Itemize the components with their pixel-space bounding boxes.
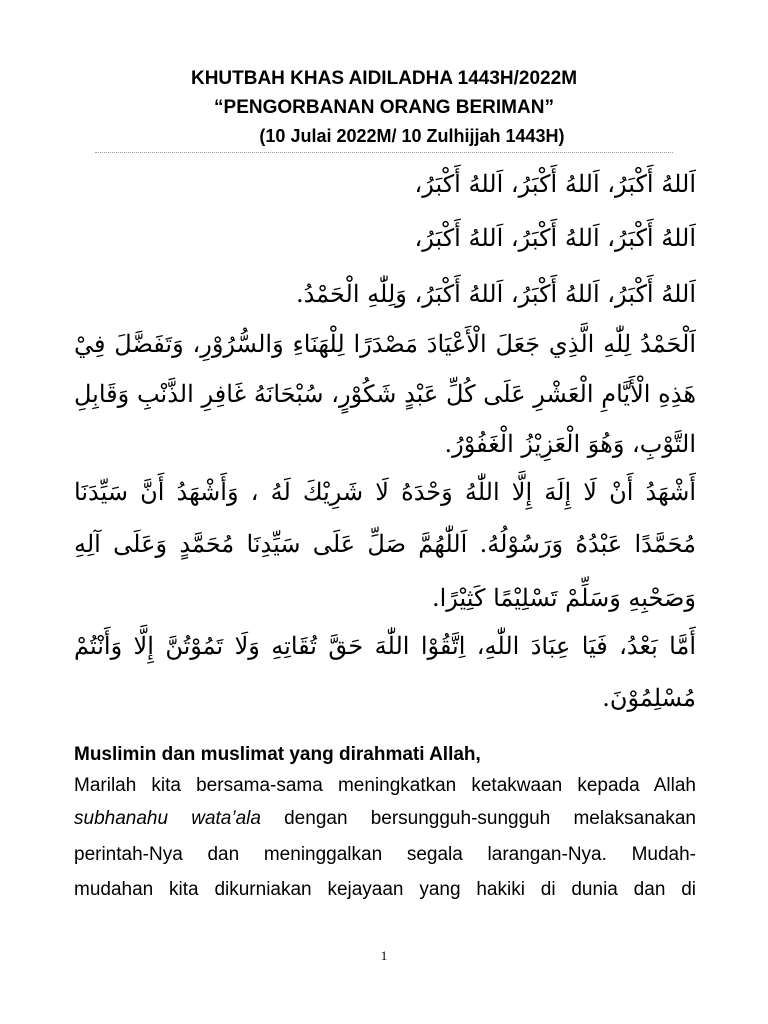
header-divider [95, 152, 673, 153]
arabic-line-11: مُسْلِمُوْنَ. [602, 684, 696, 712]
italic-phrase: subhanahu wata’ala [74, 808, 261, 829]
khutbah-subtitle: “PENGORBANAN ORANG BERIMAN” [214, 97, 554, 118]
arabic-line-7: أَشْهَدُ أَنْ لَا إِلَهَ إِلَّا اللّٰهُ وَحْدَهُ لَا شَرِيْكَ لَهُ ، وَأَشْهَدُ أَنَّ سَيِّدَنَا [74, 478, 696, 506]
arabic-line-10: أَمَّا بَعْدُ، فَيَا عِبَادَ اللّٰهِ، اِتَّقُوْا اللّٰهَ حَقَّ تُقَاتِهِ وَلَا تَمُوْتُنَّ إِلَّا وَأَنْتُمْ [74, 632, 696, 660]
khutbah-title: KHUTBAH KHAS AIDILADHA 1443H/2022M [190, 68, 578, 89]
paragraph-line-2-rest: dengan bersungguh-sungguh melaksanakan [260, 808, 696, 829]
arabic-line-2: اَللهُ أَكْبَرُ، اَللهُ أَكْبَرُ، اَللهُ أَكْبَرُ، [414, 224, 696, 252]
arabic-line-5: هَذِهِ الْأَيَّامِ الْعَشْرِ عَلَى كُلِّ عَبْدٍ شَكُوْرٍ، سُبْحَانَهُ غَافِرِ الذَّنْبِ وَقَابِلِ [74, 380, 696, 408]
paragraph-line-3: perintah-Nya dan meninggalkan segala larangan-Nya. Mudah- [74, 844, 696, 865]
arabic-line-9: وَصَحْبِهِ وَسَلِّمْ تَسْلِيْمًا كَثِيْرًا. [432, 584, 696, 612]
khutbah-date: (10 Julai 2022M/ 10 Zulhijjah 1443H) [259, 126, 565, 146]
paragraph-line-4: mudahan kita dikurniakan kejayaan yang hakiki di dunia dan di [74, 879, 696, 900]
paragraph-line-1: Marilah kita bersama-sama meningkatkan ketakwaan kepada Allah [74, 775, 696, 796]
arabic-line-6: التَّوْبِ، وَهُوَ الْعَزِيْزُ الْغَفُوْرُ. [444, 430, 696, 458]
arabic-line-1: اَللهُ أَكْبَرُ، اَللهُ أَكْبَرُ، اَللهُ أَكْبَرُ، [414, 170, 696, 198]
congregation-greeting: Muslimin dan muslimat yang dirahmati Allah, [74, 744, 481, 765]
arabic-line-4: اَلْحَمْدُ لِلّٰهِ الَّذِي جَعَلَ الْأَعْيَادَ مَصْدَرًا لِلْهَنَاءِ وَالسُّرُوْرِ، وَتَفَضَّلَ فِيْ [74, 330, 696, 358]
paragraph-line-2 [74, 806, 696, 832]
page-number: 1 [380, 948, 388, 963]
arabic-line-8: مُحَمَّدًا عَبْدُهُ وَرَسُوْلُهُ. اَللّٰهُمَّ صَلِّ عَلَى سَيِّدِنَا مُحَمَّدٍ وَعَلَى آلِهِ [74, 530, 696, 558]
arabic-line-3: اَللهُ أَكْبَرُ، اَللهُ أَكْبَرُ، اَللهُ أَكْبَرُ، وَلِلّٰهِ الْحَمْدُ. [295, 280, 696, 308]
